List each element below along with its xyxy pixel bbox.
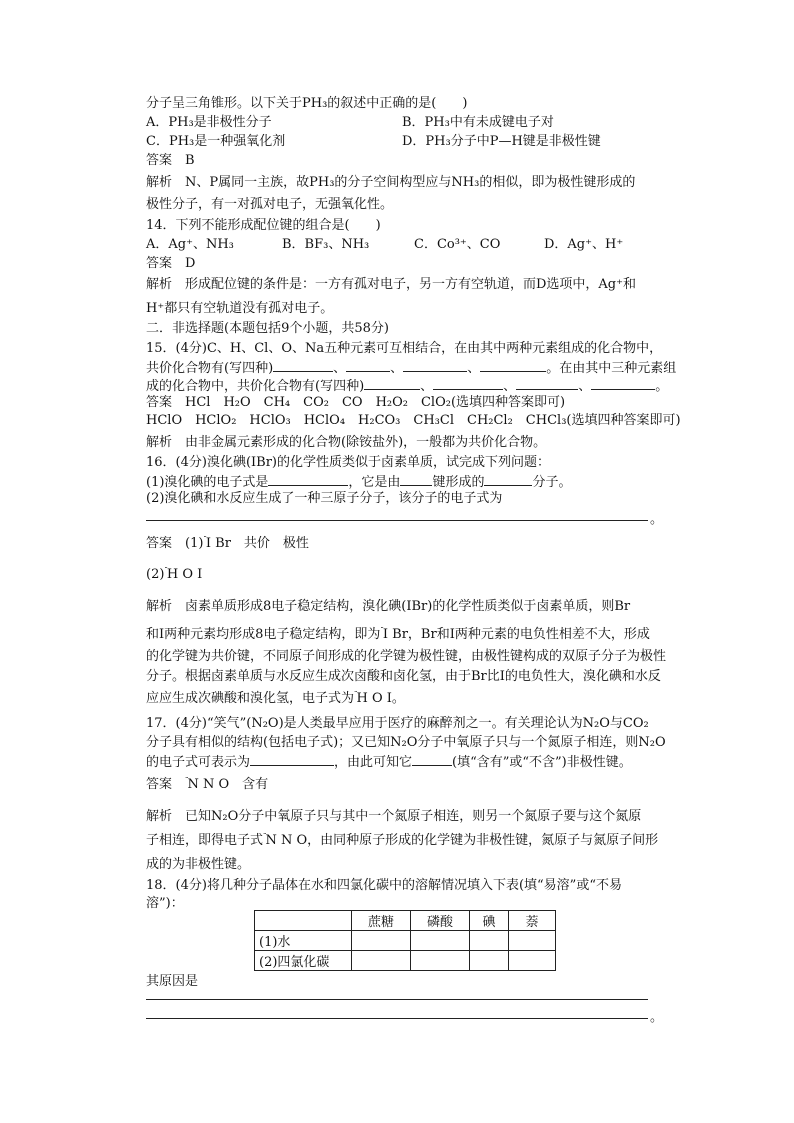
- q17-analysis-line1: 解析 已知N₂O分子中氧原子只与其中一个氮原子相连，则另一个氮原子要与这个氮原: [146, 809, 642, 824]
- q15-blank-1[interactable]: [273, 358, 333, 372]
- q16-answer-1: 答案 (1)··I Br 共价 极性: [146, 533, 309, 551]
- table-row-label-ccl4: (2)四氯化碳: [255, 951, 352, 971]
- q15-line3: 成的化合物中，共价化合物有(写四种) 、 、 、 。: [146, 376, 668, 396]
- table-header-phosphoric-acid: 磷酸: [411, 911, 470, 931]
- table-cell-input[interactable]: [470, 931, 509, 951]
- ibr-electron-formula-inline: ··I Br: [380, 624, 408, 642]
- ibr-electron-formula: ··I Br: [203, 533, 231, 551]
- q16-analysis-line3: 的化学键为共价键，不同原子间形成的化学键为极性键，由极性键构成的双原子分子为极性: [146, 649, 667, 664]
- q15-answer-line2: HClO HClO₂ HClO₃ HClO₄ H₂CO₃ CH₃Cl CH₂Cl₂ CHCl₃(选填四种答案即可): [146, 413, 681, 428]
- q15-answer-line1: 答案 HCl H₂O CH₄ CO₂ CO H₂O₂ ClO₂(选填四种答案即可): [146, 395, 566, 410]
- q13-option-b: B．PH₃中有未成键电子对: [402, 115, 554, 130]
- q13-option-c: C．PH₃是一种强氧化剂: [146, 134, 286, 149]
- q16-part1: (1)溴化碘的电子式是 ，它是由 键形成的 分子。: [146, 472, 571, 492]
- q18-reason-label: 其原因是: [146, 974, 199, 989]
- q13-analysis-line2: 极性分子，有一对孤对电子，无强氧化性。: [146, 197, 394, 212]
- q17-answer: 答案 ··N N O 含有: [146, 774, 269, 792]
- q17-analysis-line2: 子相连，即得电子式··N N O，由同种原子形成的化学键为非极性键，氮原子与氮原子间形: [146, 830, 659, 848]
- q15-line2: 共价化合物有(写四种) 、 、 、 。在由其中三种元素组: [146, 358, 676, 378]
- q16-line-end: 。: [650, 512, 664, 527]
- q14-analysis-line1: 解析 形成配位键的条件是：一方有孤对电子，另一方有空轨道，而D选项中，Ag⁺和: [146, 277, 636, 292]
- q15-analysis: 解析 由非金属元素形成的化合物(除铵盐外)，一般都为共价化合物。: [146, 435, 547, 450]
- hoi-electron-formula: ··H O I: [164, 564, 203, 582]
- table-cell-input[interactable]: [509, 931, 556, 951]
- section-heading: 二．非选择题(本题包括9个小题，共58分): [146, 321, 389, 336]
- q14-option-c: C．Co³⁺、CO: [414, 237, 501, 252]
- solubility-table: [254, 910, 556, 971]
- q16-stem: 16．(4分)溴化碘(IBr)的化学性质类似于卤素单质，试完成下列问题：: [146, 455, 551, 470]
- q15-line1: 15．(4分)C、H、Cl、O、Na五种元素可互相结合，在由其中两种元素组成的化合物中，: [146, 341, 663, 356]
- table-cell-input[interactable]: [411, 951, 470, 971]
- q17-line3: 的电子式可表示为 ，由此可知它 (填“含有”或“不含”)非极性键。: [146, 752, 632, 772]
- q14-analysis-line2: H⁺都只有空轨道没有孤对电子。: [146, 301, 334, 316]
- table-cell-input[interactable]: [352, 931, 411, 951]
- q16-blank-3[interactable]: [484, 472, 532, 486]
- q18-line1: 18．(4分)将几种分子晶体在水和四氯化碳中的溶解情况填入下表(填“易溶”或“不易: [146, 878, 622, 893]
- q16-analysis-line1: 解析 卤素单质形成8电子稳定结构，溴化碘(IBr)的化学性质类似于卤素单质，则Br: [146, 599, 631, 614]
- q16-part2: (2)溴化碘和水反应生成了一种三原子分子，该分子的电子式为: [146, 491, 503, 506]
- table-cell-input[interactable]: [470, 951, 509, 971]
- q15-blank-6[interactable]: [433, 376, 503, 390]
- q15-blank-4[interactable]: [480, 358, 546, 372]
- q17-blank-2[interactable]: [412, 752, 452, 766]
- q15-blank-3[interactable]: [403, 358, 467, 372]
- q17-line1: 17．(4分)“笑气”(N₂O)是人类最早应用于医疗的麻醉剂之一。有关理论认为N₂O与CO₂: [146, 716, 649, 731]
- q18-answer-line-1[interactable]: [146, 999, 648, 1000]
- n2o-electron-formula: ··N N O: [185, 774, 230, 792]
- table-cell-input[interactable]: [509, 951, 556, 971]
- q15-blank-5[interactable]: [364, 376, 420, 390]
- hoi-electron-formula-inline: ··H O I: [354, 688, 392, 706]
- q16-blank-1[interactable]: [268, 472, 348, 486]
- q16-answer-line[interactable]: [146, 520, 648, 521]
- table-row-label-water: (1)水: [255, 931, 352, 951]
- q15-blank-2[interactable]: [346, 358, 390, 372]
- q13-answer: 答案 B: [146, 153, 195, 168]
- q14-option-b: B．BF₃、NH₃: [282, 237, 370, 252]
- table-row: [255, 951, 556, 971]
- q13-stem: 分子呈三角锥形。以下关于PH₃的叙述中正确的是( ): [146, 96, 468, 111]
- table-cell-input[interactable]: [352, 951, 411, 971]
- q13-option-a: A．PH₃是非极性分子: [146, 115, 272, 130]
- q16-analysis-line2: 和I两种元素均形成8电子稳定结构，即为··I Br，Br和I两种元素的电负性相差不大，形成: [146, 624, 650, 642]
- table-cell-input[interactable]: [411, 931, 470, 951]
- table-row: [255, 931, 556, 951]
- q16-answer-2: (2)··H O I: [146, 564, 203, 582]
- q14-answer: 答案 D: [146, 256, 196, 271]
- q15-blank-7[interactable]: [516, 376, 578, 390]
- q18-line-end: 。: [650, 1010, 664, 1025]
- table-header-naphthalene: 萘: [509, 911, 556, 931]
- table-header-cell: [255, 911, 352, 931]
- q16-analysis-line5: 应应生成次碘酸和溴化氢，电子式为··H O I。: [146, 688, 405, 706]
- q13-analysis-line1: 解析 N、P属同一主族，故PH₃的分子空间构型应与NH₃的相似，即为极性键形成的: [146, 175, 636, 190]
- q18-answer-line-2[interactable]: [146, 1018, 648, 1019]
- q16-analysis-line4: 分子。根据卤素单质与水反应生成次卤酸和卤化氢，由于Br比I的电负性大，溴化碘和水反: [146, 669, 661, 684]
- q18-line2: 溶”)：: [146, 896, 184, 911]
- q14-option-a: A．Ag⁺、NH₃: [146, 237, 234, 252]
- q16-blank-2[interactable]: [400, 472, 432, 486]
- table-header-sucrose: 蔗糖: [352, 911, 411, 931]
- table-header-row: [255, 911, 556, 931]
- q17-blank-1[interactable]: [250, 752, 334, 766]
- q13-option-d: D．PH₃分子中P—H键是非极性键: [402, 134, 601, 149]
- q14-stem: 14．下列不能形成配位键的组合是( ): [146, 218, 381, 233]
- q17-analysis-line3: 成的为非极性键。: [146, 857, 251, 872]
- n2o-electron-formula-inline: ··N N O: [263, 830, 308, 848]
- q15-blank-8[interactable]: [591, 376, 655, 390]
- q17-line2: 分子具有相似的结构(包括电子式)；又已知N₂O分子中氧原子只与一个氮原子相连，则N₂O: [146, 735, 666, 750]
- q14-option-d: D．Ag⁺、H⁺: [544, 237, 624, 252]
- table-header-iodine: 碘: [470, 911, 509, 931]
